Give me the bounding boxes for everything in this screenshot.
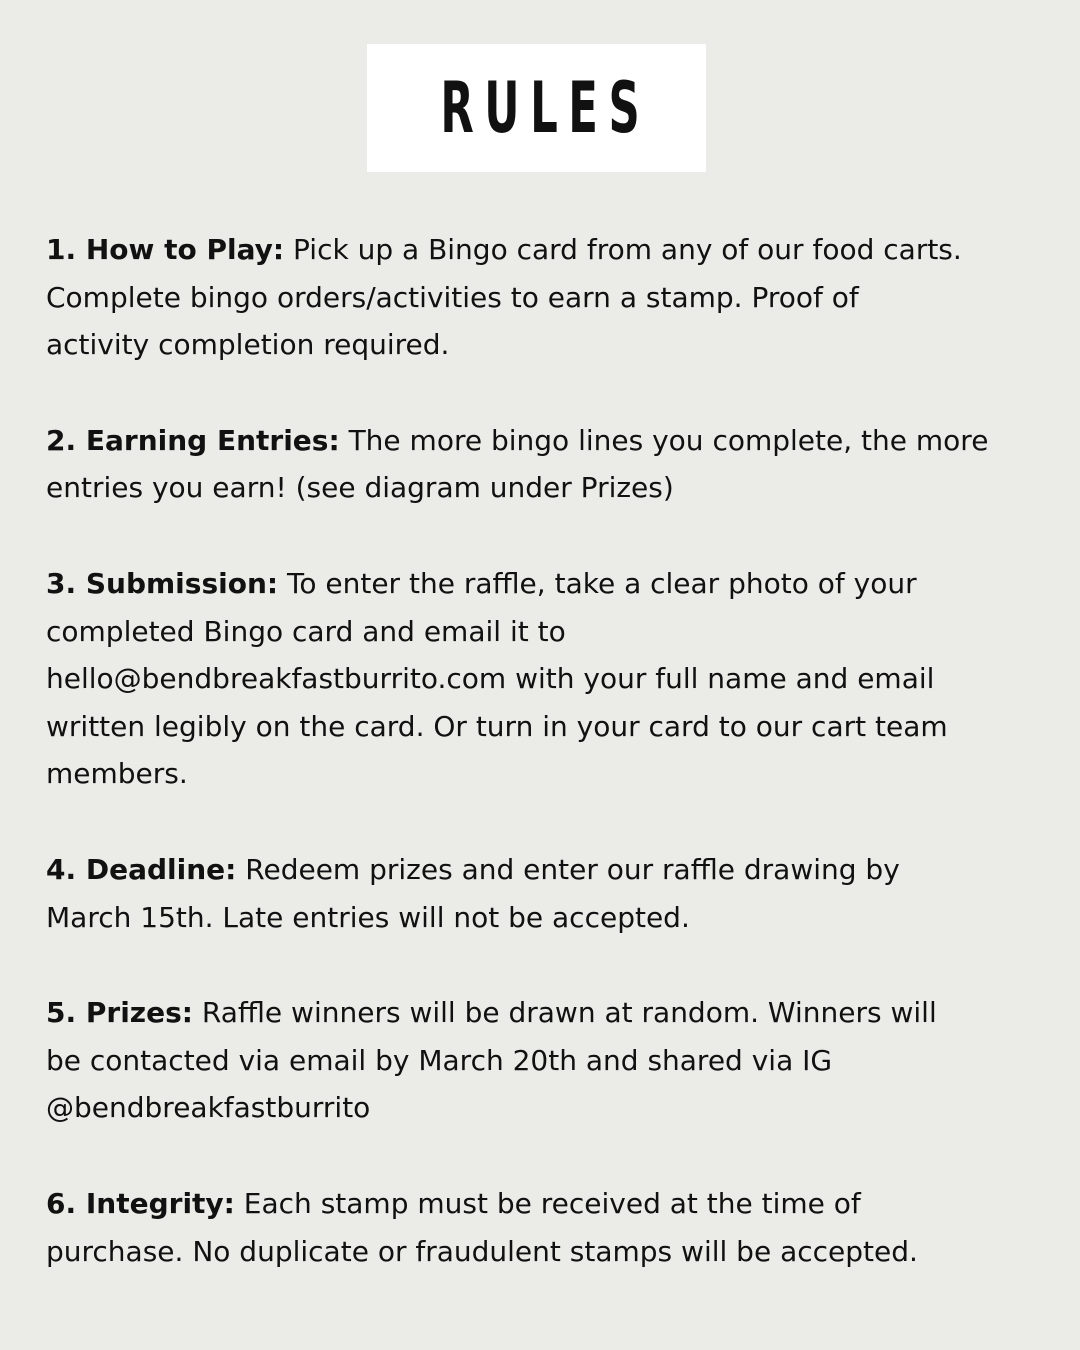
rule-text: Each stamp must be received at the time of bbox=[243, 1186, 861, 1220]
rule-prizes bbox=[46, 989, 1046, 1132]
rule-line: March 15th. Late entries will not be accepted. bbox=[46, 900, 690, 934]
rule-label: 1. How to Play: bbox=[46, 233, 285, 266]
rule-line: completed Bingo card and email it to bbox=[46, 614, 566, 648]
rule-label: 6. Integrity: bbox=[46, 1186, 235, 1220]
rule-how-to-play bbox=[46, 226, 1046, 369]
rule-label: 2. Earning Entries: bbox=[46, 423, 340, 457]
rule-integrity bbox=[46, 1180, 1046, 1275]
rule-line: be contacted via email by March 20th and shared via IG bbox=[46, 1043, 833, 1077]
rule-text: The more bingo lines you complete, the more bbox=[348, 423, 989, 457]
rule-submission bbox=[46, 560, 1046, 798]
rule-label: 4. Deadline: bbox=[46, 852, 237, 886]
rule-label: 3. Submission: bbox=[46, 566, 279, 600]
rules-list bbox=[46, 226, 1046, 1323]
page-title: RULES bbox=[440, 67, 650, 149]
rule-text: Raffle winners will be drawn at random. Winners will bbox=[201, 996, 937, 1030]
rule-deadline bbox=[46, 846, 1046, 941]
rule-line bbox=[46, 989, 1046, 1037]
rule-line: Complete bingo orders/activities to earn a stamp. Proof of bbox=[46, 280, 859, 314]
rule-line: written legibly on the card. Or turn in your card to our cart team bbox=[46, 709, 948, 743]
rule-text: Pick up a Bingo card from any of our food carts. bbox=[293, 233, 962, 266]
rule-text: Redeem prizes and enter our raffle drawing by bbox=[245, 852, 900, 886]
rule-line: @bendbreakfastburrito bbox=[46, 1091, 371, 1125]
rule-earning-entries bbox=[46, 417, 1046, 512]
rule-line bbox=[46, 226, 1046, 274]
rule-line: entries you earn! (see diagram under Prizes) bbox=[46, 471, 674, 505]
rule-line bbox=[46, 560, 1046, 608]
rule-line bbox=[46, 417, 1046, 465]
rule-line bbox=[46, 1180, 1046, 1228]
rule-line: activity completion required. bbox=[46, 328, 450, 362]
rule-line: hello@bendbreakfastburrito.com with your full name and email bbox=[46, 662, 935, 696]
rule-label: 5. Prizes: bbox=[46, 996, 193, 1030]
rule-line bbox=[46, 846, 1046, 894]
title-banner bbox=[367, 44, 706, 172]
rule-text: To enter the raffle, take a clear photo of your bbox=[287, 566, 917, 600]
rule-line: members. bbox=[46, 757, 188, 791]
rule-line: purchase. No duplicate or fraudulent stamps will be accepted. bbox=[46, 1234, 918, 1268]
